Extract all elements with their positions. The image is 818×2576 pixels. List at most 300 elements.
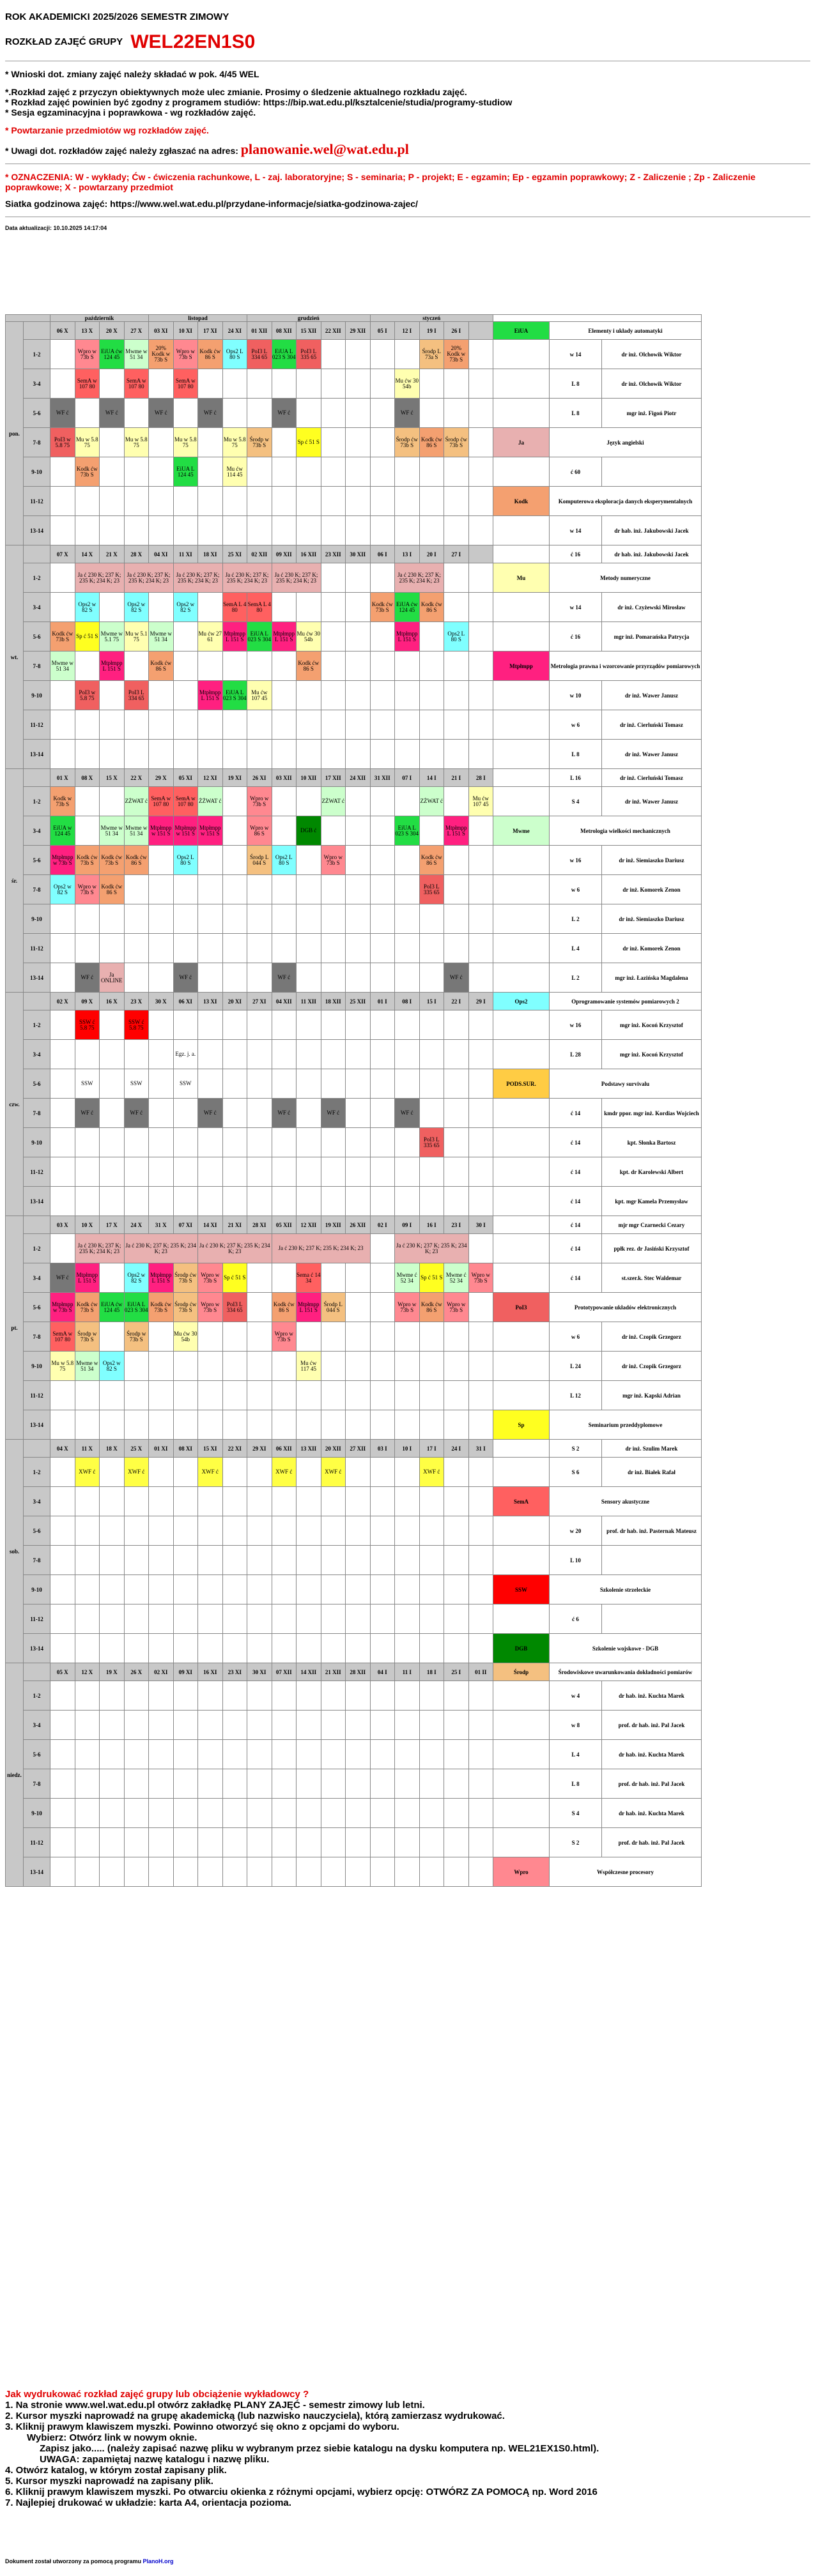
class-cell[interactable]: WF ć	[173, 963, 198, 993]
class-cell[interactable]: Kodk ćw 86 S	[419, 1293, 444, 1322]
class-cell[interactable]: EiUA L 023 S 304	[395, 816, 420, 846]
empty-cell	[75, 487, 100, 516]
class-cell[interactable]: Kodk ćw 73b S	[50, 622, 75, 652]
empty-cell	[272, 369, 297, 399]
hour-row	[6, 1410, 702, 1440]
legend-teacher: st.szer.k. Stec Waldemar	[602, 1263, 702, 1293]
empty-cell	[149, 1769, 174, 1799]
class-cell[interactable]: Mtpłmpp w 151 S	[173, 816, 198, 846]
legend-spacer	[493, 1187, 550, 1216]
date-cell: 29 I	[468, 993, 493, 1010]
empty-cell	[321, 563, 346, 593]
class-cell[interactable]: PoI3 L 335 65	[419, 1128, 444, 1157]
class-cell[interactable]: EiUA w 124 45	[50, 816, 75, 846]
empty-cell	[222, 1634, 247, 1663]
empty-cell	[50, 904, 75, 934]
legend-spacer	[493, 1157, 550, 1187]
class-cell[interactable]: Mu ćw 107 45	[247, 681, 272, 710]
class-cell[interactable]: Kodk ćw 73b S	[75, 1293, 100, 1322]
legend-name: Metrologia wielkości mechanicznych	[550, 816, 702, 846]
class-cell[interactable]: Ja ć 230 K; 237 K; 235 K; 234 K; 23	[75, 1234, 124, 1263]
empty-cell	[346, 963, 371, 993]
class-cell[interactable]: Ops2 L 80 S	[173, 846, 198, 875]
class-cell[interactable]: WF ć	[75, 963, 100, 993]
empty-cell	[173, 1410, 198, 1440]
hour-row	[6, 1322, 702, 1352]
class-cell[interactable]: Ja ć 230 K; 237 K; 235 K; 234 K; 23	[272, 1234, 370, 1263]
class-cell[interactable]: Wpro w 73b S	[444, 1293, 469, 1322]
empty-cell	[346, 622, 371, 652]
empty-cell	[50, 1458, 75, 1487]
class-cell[interactable]: Środp L 044 S	[247, 846, 272, 875]
empty-cell	[321, 816, 346, 846]
class-cell[interactable]: Ops2 w 82 S	[124, 1263, 149, 1293]
class-cell[interactable]: Mu ćw 27 61	[198, 622, 223, 652]
empty-cell	[297, 1069, 321, 1099]
date-cell: 09 I	[395, 1216, 420, 1234]
class-cell[interactable]: Mu ćw 30 54b	[297, 622, 321, 652]
empty-cell	[50, 1487, 75, 1516]
empty-cell	[247, 652, 272, 681]
legend-spacer	[493, 1458, 550, 1487]
class-cell[interactable]: Mwme w 51 34	[149, 622, 174, 652]
class-cell[interactable]: SSW ć 5.8 75	[124, 1010, 149, 1040]
siatka-note[interactable]: Siatka godzinowa zajęć: https://www.wel.wat.edu.pl/przydane-informacje/siatka-godzinowa-zajec/	[5, 199, 418, 209]
class-cell[interactable]: Mtpłmpp L 151 S	[444, 816, 469, 846]
class-cell[interactable]: XWF ć	[321, 1458, 346, 1487]
class-cell[interactable]: Wpro w 73b S	[395, 1293, 420, 1322]
empty-cell	[395, 1352, 420, 1381]
class-cell[interactable]: Ops2 w 82 S	[124, 593, 149, 622]
class-cell[interactable]: WF ć	[272, 1099, 297, 1128]
class-cell[interactable]: WF ć	[50, 1263, 75, 1293]
class-cell[interactable]: Wpro w 73b S	[198, 1263, 223, 1293]
class-cell[interactable]: PoI3 L 334 65	[222, 1293, 247, 1322]
class-cell[interactable]: Sp ć 51 S	[297, 428, 321, 457]
empty-cell	[297, 1575, 321, 1604]
class-cell[interactable]: Wpro w 73b S	[247, 787, 272, 816]
legend-spacer	[493, 1711, 550, 1740]
class-cell[interactable]: ZŻWAT ć	[124, 787, 149, 816]
class-cell[interactable]: Kodk ćw 73b S	[75, 457, 100, 487]
class-cell[interactable]: Kodk ćw 86 S	[149, 652, 174, 681]
class-cell[interactable]: Mu ćw 107 45	[468, 787, 493, 816]
date-cell: 09 X	[75, 993, 100, 1010]
empty-cell	[272, 934, 297, 963]
legend-spacer	[493, 1099, 550, 1128]
class-cell[interactable]: Mtpłmpp L 151 S	[100, 652, 125, 681]
class-cell[interactable]: Środp ćw 73b S	[444, 428, 469, 457]
empty-cell	[395, 1828, 420, 1857]
class-cell[interactable]: Środp ćw 73b S	[173, 1293, 198, 1322]
class-cell[interactable]: WF ć	[198, 399, 223, 428]
legend-hours: L 8	[550, 740, 602, 769]
date-cell: 01 XI	[149, 1440, 174, 1458]
class-cell[interactable]: Kodk ćw 73b S	[75, 846, 100, 875]
class-cell[interactable]: Mtpłmpp L 151 S	[222, 622, 247, 652]
class-cell[interactable]: WF ć	[395, 399, 420, 428]
date-cell: 10 I	[395, 1440, 420, 1458]
legend-hours: L 8	[550, 369, 602, 399]
class-cell[interactable]: ZŻWAT ć	[419, 787, 444, 816]
class-cell[interactable]: Kodk ćw 86 S	[198, 340, 223, 369]
hour-blank	[24, 1663, 50, 1681]
empty-cell	[75, 787, 100, 816]
day-label: sob.	[6, 1440, 24, 1663]
class-cell[interactable]: Mwme ć 52 34	[395, 1263, 420, 1293]
hour-label: 3-4	[24, 1263, 50, 1293]
date-cell: 14 XII	[297, 1663, 321, 1681]
class-cell[interactable]: WF ć	[272, 963, 297, 993]
empty-cell	[198, 1187, 223, 1216]
class-cell[interactable]: Mwme w 51 34	[100, 816, 125, 846]
class-cell[interactable]: Ja ć 230 K; 237 K; 235 K; 234 K; 23	[124, 1234, 198, 1263]
class-cell[interactable]: Mtpłmpp L 151 S	[272, 622, 297, 652]
empty-cell	[198, 1799, 223, 1828]
class-cell[interactable]: Kodk ćw 86 S	[124, 846, 149, 875]
class-cell[interactable]: 20% Kodk w 73b S	[149, 340, 174, 369]
class-cell[interactable]: ZŻWAT ć	[321, 787, 346, 816]
class-cell[interactable]: Ops2 w 82 S	[173, 593, 198, 622]
class-cell[interactable]: SSW ć 5.8 75	[75, 1010, 100, 1040]
contact-email[interactable]: planowanie.wel@wat.edu.pl	[240, 141, 409, 157]
class-cell[interactable]: EiUA ćw 124 45	[100, 340, 125, 369]
legend-hours: ć 16	[550, 622, 602, 652]
date-row	[6, 1663, 702, 1681]
empty-cell	[222, 875, 247, 904]
corner	[6, 315, 50, 322]
class-cell[interactable]: Kodk ćw 86 S	[100, 875, 125, 904]
class-cell[interactable]: Wpro w 73b S	[75, 875, 100, 904]
empty-cell	[247, 1575, 272, 1604]
empty-cell	[272, 1857, 297, 1887]
class-cell[interactable]: Mu w 5.8 75	[222, 428, 247, 457]
class-cell[interactable]: XWF ć	[272, 1458, 297, 1487]
class-cell[interactable]: SemA w 107 80	[173, 369, 198, 399]
class-cell[interactable]: WF ć	[321, 1099, 346, 1128]
empty-cell	[222, 1546, 247, 1575]
class-cell[interactable]: SSW	[173, 1069, 198, 1099]
class-cell[interactable]: Kodk ćw 73b S	[370, 593, 395, 622]
class-cell[interactable]: PoI3 w 5.8 75	[75, 681, 100, 710]
class-cell[interactable]: Mwme w 51 34	[124, 340, 149, 369]
class-cell[interactable]: EiUA ćw 124 45	[395, 593, 420, 622]
class-cell[interactable]: Ops2 w 82 S	[75, 593, 100, 622]
empty-cell	[222, 1516, 247, 1546]
class-cell[interactable]: SemA w 107 80	[173, 787, 198, 816]
empty-cell	[149, 1040, 174, 1069]
class-cell[interactable]: WF ć	[50, 399, 75, 428]
empty-cell	[346, 1799, 371, 1828]
hour-row	[6, 846, 702, 875]
empty-cell	[124, 1857, 149, 1887]
empty-cell	[272, 681, 297, 710]
class-cell[interactable]: Mtpłmpp L 151 S	[297, 1293, 321, 1322]
class-cell[interactable]: Środp ćw 73b S	[395, 428, 420, 457]
class-cell[interactable]: Ja ć 230 K; 237 K; 235 K; 234 K; 23	[173, 563, 222, 593]
class-cell[interactable]: WF ć	[272, 399, 297, 428]
date-cell: 28 XII	[346, 1663, 371, 1681]
class-cell[interactable]: Mwme ć 52 34	[444, 1263, 469, 1293]
date-cell	[468, 322, 493, 340]
empty-cell	[173, 1381, 198, 1410]
empty-cell	[50, 1546, 75, 1575]
class-cell[interactable]: Mu ćw 117 45	[297, 1352, 321, 1381]
empty-cell	[444, 516, 469, 545]
class-cell[interactable]: PoI3 w 5.8 75	[50, 428, 75, 457]
footer-link[interactable]: PlanoH.org	[143, 2558, 174, 2565]
date-cell: 09 XII	[272, 545, 297, 563]
class-cell[interactable]: SemA w 107 80	[50, 1322, 75, 1352]
hour-blank	[24, 1440, 50, 1458]
class-cell[interactable]: Mtpłmpp w 151 S	[149, 816, 174, 846]
empty-cell	[370, 1458, 395, 1487]
legend-spacer	[493, 875, 550, 904]
class-cell[interactable]: Ja ć 230 K; 237 K; 235 K; 234 K; 23	[75, 563, 124, 593]
class-cell[interactable]: Ops2 w 82 S	[50, 875, 75, 904]
class-cell[interactable]: Sp ć 51 S	[75, 622, 100, 652]
hour-label: 9-10	[24, 904, 50, 934]
class-cell[interactable]: Mu w 5.8 75	[50, 1352, 75, 1381]
empty-cell	[50, 1740, 75, 1769]
empty-cell	[100, 1634, 125, 1663]
class-cell[interactable]: Mwme w 51 34	[124, 816, 149, 846]
class-cell[interactable]: PoI3 L 335 65	[419, 875, 444, 904]
class-cell[interactable]: Wpro w 73b S	[75, 340, 100, 369]
class-cell[interactable]: WF ć	[149, 399, 174, 428]
empty-cell	[173, 1857, 198, 1887]
class-cell[interactable]: Wpro w 86 S	[247, 816, 272, 846]
empty-cell	[100, 1263, 125, 1293]
class-cell[interactable]: EiUA L 023 S 304	[222, 681, 247, 710]
empty-cell	[444, 1128, 469, 1157]
empty-cell	[173, 1157, 198, 1187]
class-cell[interactable]: Sp ć 51 S	[222, 1263, 247, 1293]
class-cell[interactable]: Ja ć 230 K; 237 K; 235 K; 234 K; 23	[198, 1234, 272, 1263]
empty-cell	[468, 875, 493, 904]
empty-cell	[468, 1487, 493, 1516]
class-cell[interactable]: EiUA L 023 S 304	[124, 1293, 149, 1322]
class-cell[interactable]: Kodk ćw 86 S	[419, 593, 444, 622]
class-cell[interactable]: SSW	[124, 1069, 149, 1099]
empty-cell	[419, 710, 444, 740]
class-cell[interactable]: XWF ć	[419, 1458, 444, 1487]
hour-label: 11-12	[24, 487, 50, 516]
class-cell[interactable]: Środp w 73b S	[124, 1322, 149, 1352]
class-cell[interactable]: Ops2 L 80 S	[272, 846, 297, 875]
legend-spacer	[493, 1263, 550, 1293]
class-cell[interactable]: WF ć	[100, 399, 125, 428]
empty-cell	[321, 340, 346, 369]
empty-cell	[149, 1828, 174, 1857]
class-cell[interactable]: Ja ONLINE	[100, 963, 125, 993]
class-cell[interactable]: EiUA L 124 45	[173, 457, 198, 487]
class-cell[interactable]: Kodk ćw 86 S	[419, 846, 444, 875]
legend-name: Współczesne procesory	[550, 1857, 702, 1887]
class-cell[interactable]: Mtpłmpp L 151 S	[198, 681, 223, 710]
class-cell[interactable]: Mu ćw 30 54b	[173, 1322, 198, 1352]
class-cell[interactable]: Środp ćw 73b S	[173, 1263, 198, 1293]
empty-cell	[247, 1128, 272, 1157]
class-cell[interactable]: Środp L 73a S	[419, 340, 444, 369]
hour-row	[6, 1458, 702, 1487]
empty-cell	[395, 1322, 420, 1352]
hour-row	[6, 563, 702, 593]
class-cell[interactable]: Ops2 w 82 S	[100, 1352, 125, 1381]
class-cell[interactable]: Ja ć 230 K; 237 K; 235 K; 234 K; 23	[395, 1234, 469, 1263]
empty-cell	[297, 740, 321, 769]
class-cell[interactable]: DGB ć	[297, 816, 321, 846]
legend-teacher: dr inż. Szulim Marek	[602, 1440, 702, 1458]
class-cell[interactable]: Mwme w 51 34	[50, 652, 75, 681]
day-label: śr.	[6, 769, 24, 993]
class-cell[interactable]: SemA w 107 80	[149, 787, 174, 816]
class-cell[interactable]: Mu ćw 30 54b	[395, 369, 420, 399]
legend-name: Oprogramowanie systemów pomiarowych 2	[550, 993, 702, 1010]
class-cell[interactable]: XWF ć	[124, 1458, 149, 1487]
legend-spacer	[493, 963, 550, 993]
instr-step-6: 6. Kliknij prawym klawiszem myszki. Po otwarciu okienka z różnymi opcjami, wybierz opcję: OTWÓRZ ZA POMOCĄ np. Word 2016	[5, 2487, 598, 2497]
class-cell[interactable]: Ops2 L 80 S	[444, 622, 469, 652]
class-cell[interactable]: Kodk ćw 86 S	[272, 1293, 297, 1322]
class-cell[interactable]: Wpro w 73b S	[468, 1263, 493, 1293]
empty-cell	[419, 1322, 444, 1352]
empty-cell	[100, 457, 125, 487]
class-cell[interactable]: Mtpłmpp L 151 S	[395, 622, 420, 652]
hour-label: 9-10	[24, 1799, 50, 1828]
empty-cell	[149, 681, 174, 710]
class-cell[interactable]: SemA L 4 80	[222, 593, 247, 622]
class-cell[interactable]: Ja ć 230 K; 237 K; 235 K; 234 K; 23	[272, 563, 321, 593]
class-cell[interactable]: WF ć	[75, 1099, 100, 1128]
class-cell[interactable]: WF ć	[198, 1099, 223, 1128]
class-cell[interactable]: Sema ć 14 34	[297, 1263, 321, 1293]
class-cell[interactable]: Mu w 5.8 75	[124, 428, 149, 457]
class-cell[interactable]: WF ć	[444, 963, 469, 993]
class-cell[interactable]: Mu ćw 114 45	[222, 457, 247, 487]
legend-teacher: dr inż. Wawer Janusz	[602, 787, 702, 816]
class-cell[interactable]: Kodk ćw 73b S	[149, 1293, 174, 1322]
legend-hours: ć 6	[550, 1604, 602, 1634]
legend-teacher: prof. dr hab. inż. Pal Jacek	[602, 1828, 702, 1857]
empty-cell	[222, 934, 247, 963]
empty-cell	[468, 1769, 493, 1799]
empty-cell	[297, 487, 321, 516]
empty-cell	[468, 1575, 493, 1604]
class-cell[interactable]: SemA w 107 80	[75, 369, 100, 399]
empty-cell	[75, 1681, 100, 1711]
empty-cell	[395, 1516, 420, 1546]
legend-hours: L 24	[550, 1352, 602, 1381]
class-cell[interactable]: Ja ć 230 K; 237 K; 235 K; 234 K; 23	[124, 563, 173, 593]
empty-cell	[247, 487, 272, 516]
class-cell[interactable]: Mtpłmpp L 151 S	[149, 1263, 174, 1293]
class-cell[interactable]: Mtpłmpp w 73b S	[50, 846, 75, 875]
hour-row	[6, 1857, 702, 1887]
hour-row	[6, 710, 702, 740]
class-cell[interactable]: EiUA ćw 124 45	[100, 1293, 125, 1322]
hour-row	[6, 369, 702, 399]
class-cell[interactable]: Ops2 L 80 S	[222, 340, 247, 369]
class-cell[interactable]: XWF ć	[198, 1458, 223, 1487]
class-cell[interactable]: Mwme w 5.1 75	[100, 622, 125, 652]
class-cell[interactable]: WF ć	[395, 1099, 420, 1128]
class-cell[interactable]: Mtpłmpp L 151 S	[75, 1263, 100, 1293]
class-cell[interactable]: SemA w 107 80	[124, 369, 149, 399]
empty-cell	[272, 1040, 297, 1069]
class-cell[interactable]: Wpro w 73b S	[198, 1293, 223, 1322]
class-cell[interactable]: Mu w 5.8 75	[173, 428, 198, 457]
class-cell[interactable]: Mtpłmpp w 151 S	[198, 816, 223, 846]
empty-cell	[75, 1711, 100, 1740]
class-cell[interactable]: ŻŻWAT ć	[198, 787, 223, 816]
empty-cell	[247, 1322, 272, 1352]
class-cell[interactable]: Egz. j. a.	[173, 1040, 198, 1069]
class-cell[interactable]: PoI3 L 334 65	[124, 681, 149, 710]
empty-cell	[50, 1516, 75, 1546]
empty-cell	[370, 846, 395, 875]
class-cell[interactable]: Kodk ćw 86 S	[297, 652, 321, 681]
legend-spacer	[493, 1769, 550, 1799]
class-cell[interactable]: Mu w 5.8 75	[75, 428, 100, 457]
hour-label: 9-10	[24, 1128, 50, 1157]
class-cell[interactable]: EiUA L 023 S 304	[247, 622, 272, 652]
class-cell[interactable]: Wpro w 73b S	[173, 340, 198, 369]
class-cell[interactable]: Mwme w 51 34	[75, 1352, 100, 1381]
empty-cell	[149, 740, 174, 769]
empty-cell	[468, 846, 493, 875]
empty-cell	[444, 1157, 469, 1187]
class-cell[interactable]: PoI3 L 334 65	[247, 340, 272, 369]
empty-cell	[444, 563, 469, 593]
empty-cell	[100, 1857, 125, 1887]
empty-cell	[395, 1010, 420, 1040]
class-cell[interactable]: 20% Kodk w 73b S	[444, 340, 469, 369]
class-cell[interactable]: EiUA L 023 S 304	[272, 340, 297, 369]
empty-cell	[247, 399, 272, 428]
class-cell[interactable]: Kodk ćw 73b S	[100, 846, 125, 875]
class-cell[interactable]: Mtpłmpp w 73b S	[50, 1293, 75, 1322]
class-cell[interactable]: Wpro w 73b S	[321, 846, 346, 875]
class-cell[interactable]: PoI3 L 335 65	[297, 340, 321, 369]
class-cell[interactable]: Środp L 044 S	[321, 1293, 346, 1322]
class-cell[interactable]: SSW	[75, 1069, 100, 1099]
class-cell[interactable]: Wpro w 73b S	[272, 1322, 297, 1352]
class-cell[interactable]: Mu w 5.1 75	[124, 622, 149, 652]
legend-teacher: dr inż. Olchowik Wiktor	[602, 340, 702, 369]
class-cell[interactable]: Ja ć 230 K; 237 K; 235 K; 234 K; 23	[222, 563, 272, 593]
class-cell[interactable]: Środp w 73b S	[247, 428, 272, 457]
empty-cell	[419, 1546, 444, 1575]
hour-row	[6, 816, 702, 846]
class-cell[interactable]: Środp w 73b S	[75, 1322, 100, 1352]
empty-cell	[100, 1711, 125, 1740]
class-cell[interactable]: SemA L 4 80	[247, 593, 272, 622]
class-cell[interactable]: Kodk w 73b S	[50, 787, 75, 816]
class-cell[interactable]: WF ć	[124, 1099, 149, 1128]
date-cell: 12 XI	[198, 769, 223, 787]
empty-cell	[149, 369, 174, 399]
class-cell[interactable]: Sp ć 51 S	[419, 1263, 444, 1293]
legend-code: Sp	[493, 1410, 550, 1440]
empty-cell	[468, 1352, 493, 1381]
class-cell[interactable]: Ja ć 230 K; 237 K; 235 K; 234 K; 23	[395, 563, 444, 593]
class-cell[interactable]: Kodk ćw 86 S	[419, 428, 444, 457]
class-cell[interactable]: XWF ć	[75, 1458, 100, 1487]
empty-cell	[370, 1352, 395, 1381]
empty-cell	[75, 904, 100, 934]
hour-row	[6, 1769, 702, 1799]
